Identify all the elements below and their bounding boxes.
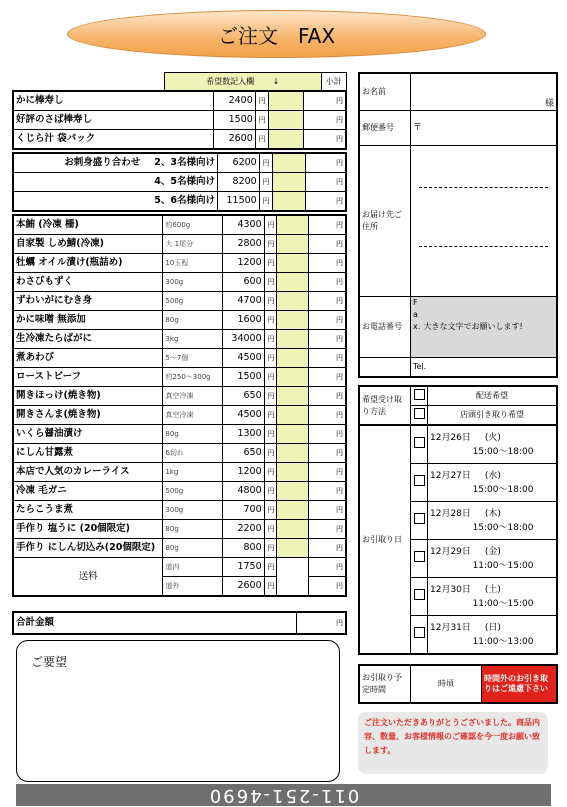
shipping-region: 道内	[163, 558, 223, 577]
product-price: 1200	[223, 254, 264, 273]
request-box[interactable]	[16, 640, 340, 782]
pickup-time-field[interactable]	[411, 665, 482, 703]
product-note: 6切れ	[163, 444, 223, 463]
sashimi-row	[13, 153, 346, 173]
product-name: ローストビーフ	[13, 368, 163, 387]
pickup-date-line	[430, 583, 554, 597]
pickup-day-slot	[428, 540, 558, 578]
price-yen: 円	[264, 215, 277, 235]
product-price: 800	[223, 539, 264, 558]
product-price: 600	[223, 273, 264, 292]
subtotal-cell: 円	[304, 130, 346, 150]
product-price: 4700	[223, 292, 264, 311]
product-name: いくら醤油漬け	[13, 425, 163, 444]
product-price: 650	[223, 387, 264, 406]
product-name: くじら汁 袋パック	[13, 130, 214, 150]
sashimi-size	[13, 173, 217, 192]
price-yen: 円	[264, 254, 277, 273]
quantity-input[interactable]	[277, 273, 308, 292]
product-name: かに棒寿し	[13, 91, 214, 111]
pickup-dow: (金)	[484, 546, 501, 557]
total-row	[12, 611, 347, 635]
product-price: 2200	[223, 520, 264, 539]
product-price: 4500	[223, 406, 264, 425]
postal-label: 郵便番号	[359, 111, 411, 146]
shipping-region: 道外	[163, 577, 223, 597]
product-note: 3kg	[163, 330, 223, 349]
subtotal-cell: 円	[304, 91, 346, 111]
pickup-day-row	[359, 425, 557, 464]
product-row	[13, 111, 346, 130]
quantity-input[interactable]	[277, 215, 308, 235]
product-price: 34000	[223, 330, 264, 349]
product-name: 本店で人気のカレーライス	[13, 463, 163, 482]
product-note: 80g	[163, 539, 223, 558]
fax-vertical-label: Fax.	[413, 298, 421, 331]
shipping-price: 1750	[223, 558, 264, 577]
product-note: 1kg	[163, 463, 223, 482]
price-yen: 円	[264, 330, 277, 349]
price-yen: 円	[264, 311, 277, 330]
product-note: 300g	[163, 273, 223, 292]
sashimi-row	[13, 192, 346, 212]
quantity-input[interactable]	[277, 349, 308, 368]
product-name: 自家製 しめ鯖(冷凍)	[13, 235, 163, 254]
product-row	[13, 501, 346, 520]
pickup-dow: (水)	[484, 470, 501, 481]
product-row	[13, 91, 346, 111]
pickup-dow: (日)	[484, 622, 501, 633]
price-yen: 円	[259, 173, 272, 192]
method-table	[358, 385, 558, 426]
subtotal-cell: 円	[308, 444, 346, 463]
postal-mark: 〒	[413, 123, 423, 133]
product-note: 300g	[163, 501, 223, 520]
product-note: 10玉程	[163, 254, 223, 273]
store-pickup-option: 店頭引き取り希望	[428, 406, 558, 426]
product-row	[13, 425, 346, 444]
product-row	[13, 215, 346, 235]
product-note: 約250〜300g	[163, 368, 223, 387]
product-price: 1500	[223, 368, 264, 387]
pickup-date: 12月31日	[430, 622, 471, 633]
subtotal-cell: 円	[308, 482, 346, 501]
price-yen: 円	[264, 577, 277, 597]
quantity-input[interactable]	[277, 387, 308, 406]
sashimi-price: 6200	[217, 153, 259, 173]
shipping-row	[13, 558, 346, 577]
pickup-time-range: 11:00〜13:00	[472, 636, 534, 647]
checkbox-box	[414, 551, 425, 562]
pickup-time-range: 15:00〜18:00	[472, 522, 534, 533]
quantity-input[interactable]	[277, 406, 308, 425]
pickup-date: 12月30日	[430, 584, 471, 595]
quantity-input[interactable]	[277, 368, 308, 387]
product-price: 2600	[214, 130, 256, 150]
subtotal-cell: 円	[306, 173, 346, 192]
pickup-day-checkbox[interactable]	[411, 502, 428, 540]
product-price: 4500	[223, 349, 264, 368]
product-row	[13, 235, 346, 254]
pickup-time-label: お引取り予定時間	[359, 665, 411, 703]
fax-number-bar: 011-251-4690	[16, 784, 551, 806]
sashimi-price: 8200	[217, 173, 259, 192]
arrow-down-icon: ↓	[272, 76, 280, 86]
pickup-date-line	[430, 507, 554, 521]
quantity-input[interactable]	[272, 153, 306, 173]
subtotal-cell: 円	[308, 406, 346, 425]
product-row	[13, 130, 346, 150]
entry-column-header	[165, 73, 322, 91]
pickup-date-line	[430, 469, 554, 483]
sashimi-row	[13, 173, 346, 192]
product-name: 生冷凍たらばがに	[13, 330, 163, 349]
product-row	[13, 482, 346, 501]
checkbox-box	[414, 475, 425, 486]
subtotal-cell: 円	[304, 111, 346, 130]
pickup-day-slot	[428, 502, 558, 540]
page-title: ご注文 FAX	[217, 23, 336, 48]
pickup-dow: (火)	[484, 432, 501, 443]
sashimi-group	[12, 152, 347, 212]
thanks-note: ご注文いただきありがとうございました。商品内容、数量、お客様情報のご確認を今一度お願い致します。	[358, 712, 548, 774]
product-note: 真空冷凍	[163, 387, 223, 406]
product-row	[13, 539, 346, 558]
fax-note: 大きな文字でお願いします!	[423, 322, 523, 331]
product-note: 80g	[163, 520, 223, 539]
time-warning: 時間外のお引き取りはご遠慮下さい	[482, 665, 558, 703]
product-name: 牡蠣 オイル漬け(瓶詰め)	[13, 254, 163, 273]
subtotal-cell: 円	[308, 577, 346, 597]
quantity-input[interactable]	[277, 254, 308, 273]
shipping-price: 2600	[223, 577, 264, 597]
sashimi-title: お刺身盛り合わせ	[64, 157, 141, 168]
product-row	[13, 349, 346, 368]
quantity-input[interactable]	[277, 235, 308, 254]
sashimi-size-label: 4、5名様向け	[154, 176, 215, 187]
quantity-input[interactable]	[277, 539, 308, 558]
delivery-option: 配送希望	[428, 386, 558, 406]
quantity-input[interactable]	[277, 425, 308, 444]
pickup-date-line	[430, 621, 554, 635]
pickup-dow: (木)	[484, 508, 501, 519]
sashimi-size	[13, 153, 217, 173]
product-price: 1500	[214, 111, 256, 130]
pickup-day-table	[358, 424, 558, 655]
price-yen: 円	[264, 425, 277, 444]
title-banner	[67, 10, 486, 58]
sashimi-size-label: 2、3名様向け	[154, 157, 215, 168]
product-row	[13, 444, 346, 463]
subtotal-cell: 円	[308, 349, 346, 368]
quantity-input[interactable]	[268, 130, 304, 150]
product-price: 4300	[223, 215, 264, 235]
product-name: 開きほっけ(焼き物)	[13, 387, 163, 406]
subtotal-header: 小計	[321, 73, 346, 91]
price-yen: 円	[255, 91, 268, 111]
shipping-blank	[277, 558, 308, 577]
pickup-time-suffix: 時頃	[438, 679, 454, 688]
product-row	[13, 254, 346, 273]
customer-info	[358, 72, 558, 378]
pickup-day-slot	[428, 464, 558, 502]
total-yen: 円	[297, 612, 347, 634]
product-price: 2400	[214, 91, 256, 111]
pickup-day-slot	[428, 616, 558, 655]
subtotal-cell: 円	[308, 311, 346, 330]
product-note: 約600g	[163, 215, 223, 235]
product-note: 5〜7個	[163, 349, 223, 368]
product-price: 2800	[223, 235, 264, 254]
method-label: 希望受け取り方法	[359, 386, 411, 425]
pickup-day-checkbox[interactable]	[411, 464, 428, 502]
total-label: 合計金額	[13, 612, 297, 634]
pickup-day-slot	[428, 578, 558, 616]
price-yen: 円	[259, 192, 272, 212]
product-row	[13, 387, 346, 406]
subtotal-cell: 円	[308, 254, 346, 273]
address-label: お届け先ご住所	[359, 146, 411, 297]
quantity-input[interactable]	[277, 520, 308, 539]
product-name: 本鮪 (冷凍 柵)	[13, 215, 163, 235]
sama-text: 様	[544, 99, 554, 109]
checkbox-box	[414, 627, 425, 638]
product-name: 冷凍 毛ガニ	[13, 482, 163, 501]
checkbox-box	[414, 513, 425, 524]
price-yen: 円	[264, 558, 277, 577]
pickup-date-line	[430, 431, 554, 445]
price-yen: 円	[264, 501, 277, 520]
pickup-date: 12月26日	[430, 432, 471, 443]
subtotal-cell: 円	[308, 501, 346, 520]
pickup-date: 12月28日	[430, 508, 471, 519]
price-yen: 円	[264, 292, 277, 311]
price-yen: 円	[264, 235, 277, 254]
quantity-input[interactable]	[277, 501, 308, 520]
pickup-date: 12月27日	[430, 470, 471, 481]
shipping-blank	[277, 577, 308, 597]
quantity-input[interactable]	[268, 91, 304, 111]
shipping-label: 送料	[13, 558, 163, 597]
product-note: 500g	[163, 482, 223, 501]
price-yen: 円	[255, 130, 268, 150]
pickup-dow: (土)	[484, 584, 501, 595]
product-note: 80g	[163, 311, 223, 330]
pickup-time-range: 11:00〜15:00	[472, 598, 534, 609]
sashimi-size-label: 5、6名様向け	[154, 195, 215, 206]
product-note: 500g	[163, 292, 223, 311]
product-note: 80g	[163, 425, 223, 444]
subtotal-cell: 円	[308, 215, 346, 235]
product-price: 700	[223, 501, 264, 520]
product-group-1	[12, 90, 347, 150]
product-name: 手作り にしん切込み(20個限定)	[13, 539, 163, 558]
quantity-input[interactable]	[277, 463, 308, 482]
quantity-input[interactable]	[277, 482, 308, 501]
product-row	[13, 520, 346, 539]
pickup-day-checkbox[interactable]	[411, 616, 428, 655]
price-yen: 円	[264, 349, 277, 368]
product-name: ずわいがにむき身	[13, 292, 163, 311]
product-row	[13, 311, 346, 330]
product-name: たらこうま煮	[13, 501, 163, 520]
product-price: 1600	[223, 311, 264, 330]
order-header	[12, 72, 347, 91]
product-row	[13, 330, 346, 349]
product-row	[13, 292, 346, 311]
tel-label: Tel.	[413, 362, 427, 371]
postal-field[interactable]	[411, 111, 558, 146]
price-yen: 円	[264, 387, 277, 406]
subtotal-cell: 円	[308, 425, 346, 444]
tel-field[interactable]	[411, 358, 558, 378]
pickup-day-checkbox[interactable]	[411, 540, 428, 578]
product-row	[13, 368, 346, 387]
price-yen: 円	[264, 482, 277, 501]
product-note: 大 1尾分	[163, 235, 223, 254]
phone-label: お電話番号	[359, 297, 411, 358]
product-name: わさびもずく	[13, 273, 163, 292]
name-label: お名前	[359, 73, 411, 111]
product-name: 好評のさば棒寿し	[13, 111, 214, 130]
subtotal-cell: 円	[308, 368, 346, 387]
pickup-date-line	[430, 545, 554, 559]
subtotal-cell: 円	[308, 463, 346, 482]
quantity-input[interactable]	[277, 444, 308, 463]
product-price: 4800	[223, 482, 264, 501]
product-name: 手作り 塩うに (20個限定)	[13, 520, 163, 539]
price-yen: 円	[264, 463, 277, 482]
price-yen: 円	[264, 273, 277, 292]
product-row	[13, 406, 346, 425]
product-row	[13, 273, 346, 292]
pickup-time-range: 15:00〜18:00	[472, 484, 534, 495]
quantity-input[interactable]	[268, 111, 304, 130]
quantity-input[interactable]	[272, 192, 306, 212]
price-yen: 円	[264, 368, 277, 387]
quantity-input[interactable]	[277, 330, 308, 349]
request-label: ご要望	[31, 655, 68, 669]
sashimi-size	[13, 192, 217, 212]
product-price: 1200	[223, 463, 264, 482]
product-price: 1300	[223, 425, 264, 444]
product-note: 真空冷凍	[163, 406, 223, 425]
product-price: 650	[223, 444, 264, 463]
product-name: かに味噌 無添加	[13, 311, 163, 330]
price-yen: 円	[264, 444, 277, 463]
checkbox-box	[414, 437, 425, 448]
subtotal-cell: 円	[306, 153, 346, 173]
price-yen: 円	[264, 520, 277, 539]
subtotal-cell: 円	[308, 235, 346, 254]
price-yen: 円	[259, 153, 272, 173]
subtotal-cell: 円	[306, 192, 346, 212]
product-name: 開きさんま(焼き物)	[13, 406, 163, 425]
pickup-time-range: 15:00〜18:00	[472, 446, 534, 457]
delivery-checkbox[interactable]	[411, 386, 428, 406]
price-yen: 円	[264, 406, 277, 425]
quantity-input[interactable]	[277, 292, 308, 311]
entry-label: 希望数記入欄	[206, 76, 255, 86]
store-pickup-checkbox[interactable]	[411, 406, 428, 426]
pickup-time-range: 11:00〜15:00	[472, 560, 534, 571]
name-field[interactable]	[411, 73, 558, 111]
address-field[interactable]	[411, 146, 558, 297]
quantity-input[interactable]	[277, 311, 308, 330]
pickup-day-checkbox[interactable]	[411, 425, 428, 464]
pickup-date: 12月29日	[430, 546, 471, 557]
product-row	[13, 463, 346, 482]
price-yen: 円	[264, 539, 277, 558]
subtotal-cell: 円	[308, 539, 346, 558]
subtotal-cell: 円	[308, 292, 346, 311]
pickup-day-checkbox[interactable]	[411, 578, 428, 616]
subtotal-cell: 円	[308, 330, 346, 349]
subtotal-cell: 円	[308, 273, 346, 292]
checkbox-box	[414, 589, 425, 600]
quantity-input[interactable]	[272, 173, 306, 192]
subtotal-cell: 円	[308, 387, 346, 406]
subtotal-cell: 円	[308, 558, 346, 577]
pickup-day-label: お引取り日	[359, 425, 411, 654]
fax-field[interactable]	[411, 297, 558, 358]
sashimi-price: 11500	[217, 192, 259, 212]
pickup-time-table	[358, 664, 558, 704]
subtotal-cell: 円	[308, 520, 346, 539]
price-yen: 円	[255, 111, 268, 130]
product-name: 煮あわび	[13, 349, 163, 368]
pickup-day-slot	[428, 425, 558, 464]
product-name: にしん甘露煮	[13, 444, 163, 463]
product-group-3	[12, 214, 347, 597]
